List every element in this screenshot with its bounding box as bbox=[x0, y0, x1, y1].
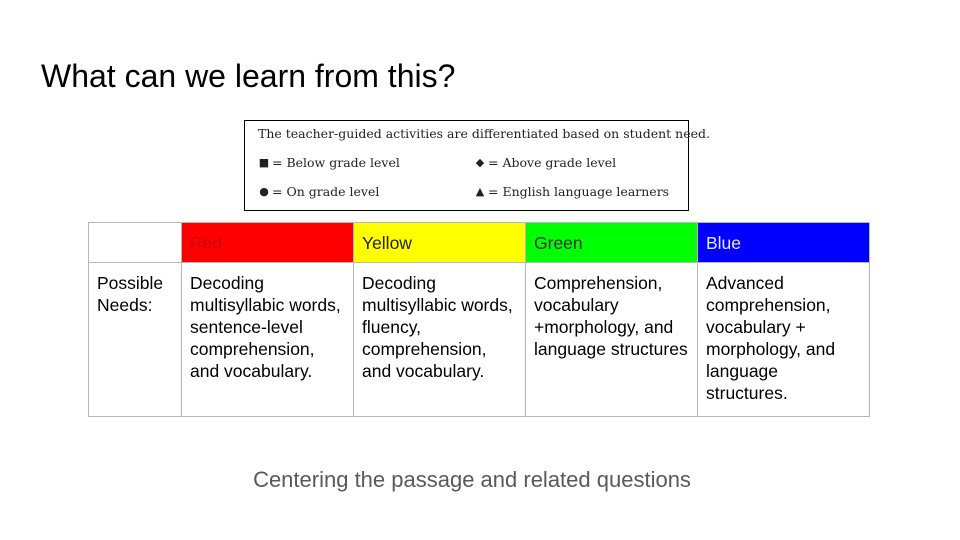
header-empty-cell bbox=[89, 223, 182, 263]
table-row bbox=[89, 263, 870, 417]
triangle-icon: ▲ bbox=[475, 185, 485, 198]
needs-cell-yellow: Decoding multisyllabic words, fluency, comprehension, and vocabulary. bbox=[354, 263, 526, 417]
needs-table bbox=[88, 222, 870, 417]
legend-item-on bbox=[258, 184, 379, 199]
group-header-red: Red bbox=[182, 223, 354, 263]
legend-item-label: = Below grade level bbox=[272, 155, 400, 170]
group-header-blue: Blue bbox=[698, 223, 870, 263]
group-header-green: Green bbox=[526, 223, 698, 263]
group-header-yellow: Yellow bbox=[354, 223, 526, 263]
needs-cell-red: Decoding multisyllabic words, sentence-level comprehension, and vocabulary. bbox=[182, 263, 354, 417]
row-label: Possible Needs: bbox=[89, 263, 182, 417]
slide-title: What can we learn from this? bbox=[41, 58, 456, 94]
slide-subtitle: Centering the passage and related questions bbox=[253, 467, 691, 492]
square-icon: ■ bbox=[258, 156, 270, 169]
diamond-icon: ◆ bbox=[475, 156, 485, 169]
legend-item-ell bbox=[474, 184, 669, 199]
legend-header: The teacher-guided activities are differentiated based on student need. bbox=[258, 126, 710, 141]
needs-cell-green: Comprehension, vocabulary +morphology, and language structures bbox=[526, 263, 698, 417]
legend-item-above bbox=[474, 155, 616, 170]
legend-item-label: = Above grade level bbox=[488, 155, 617, 170]
legend-box bbox=[244, 120, 710, 211]
legend-item-label: = On grade level bbox=[272, 184, 380, 199]
needs-cell-blue: Advanced comprehension, vocabulary + morphology, and language structures. bbox=[698, 263, 870, 417]
table-header-row bbox=[89, 223, 870, 263]
circle-icon: ● bbox=[259, 185, 269, 198]
legend-item-label: = English language learners bbox=[488, 184, 670, 199]
legend-item-below bbox=[258, 155, 400, 170]
